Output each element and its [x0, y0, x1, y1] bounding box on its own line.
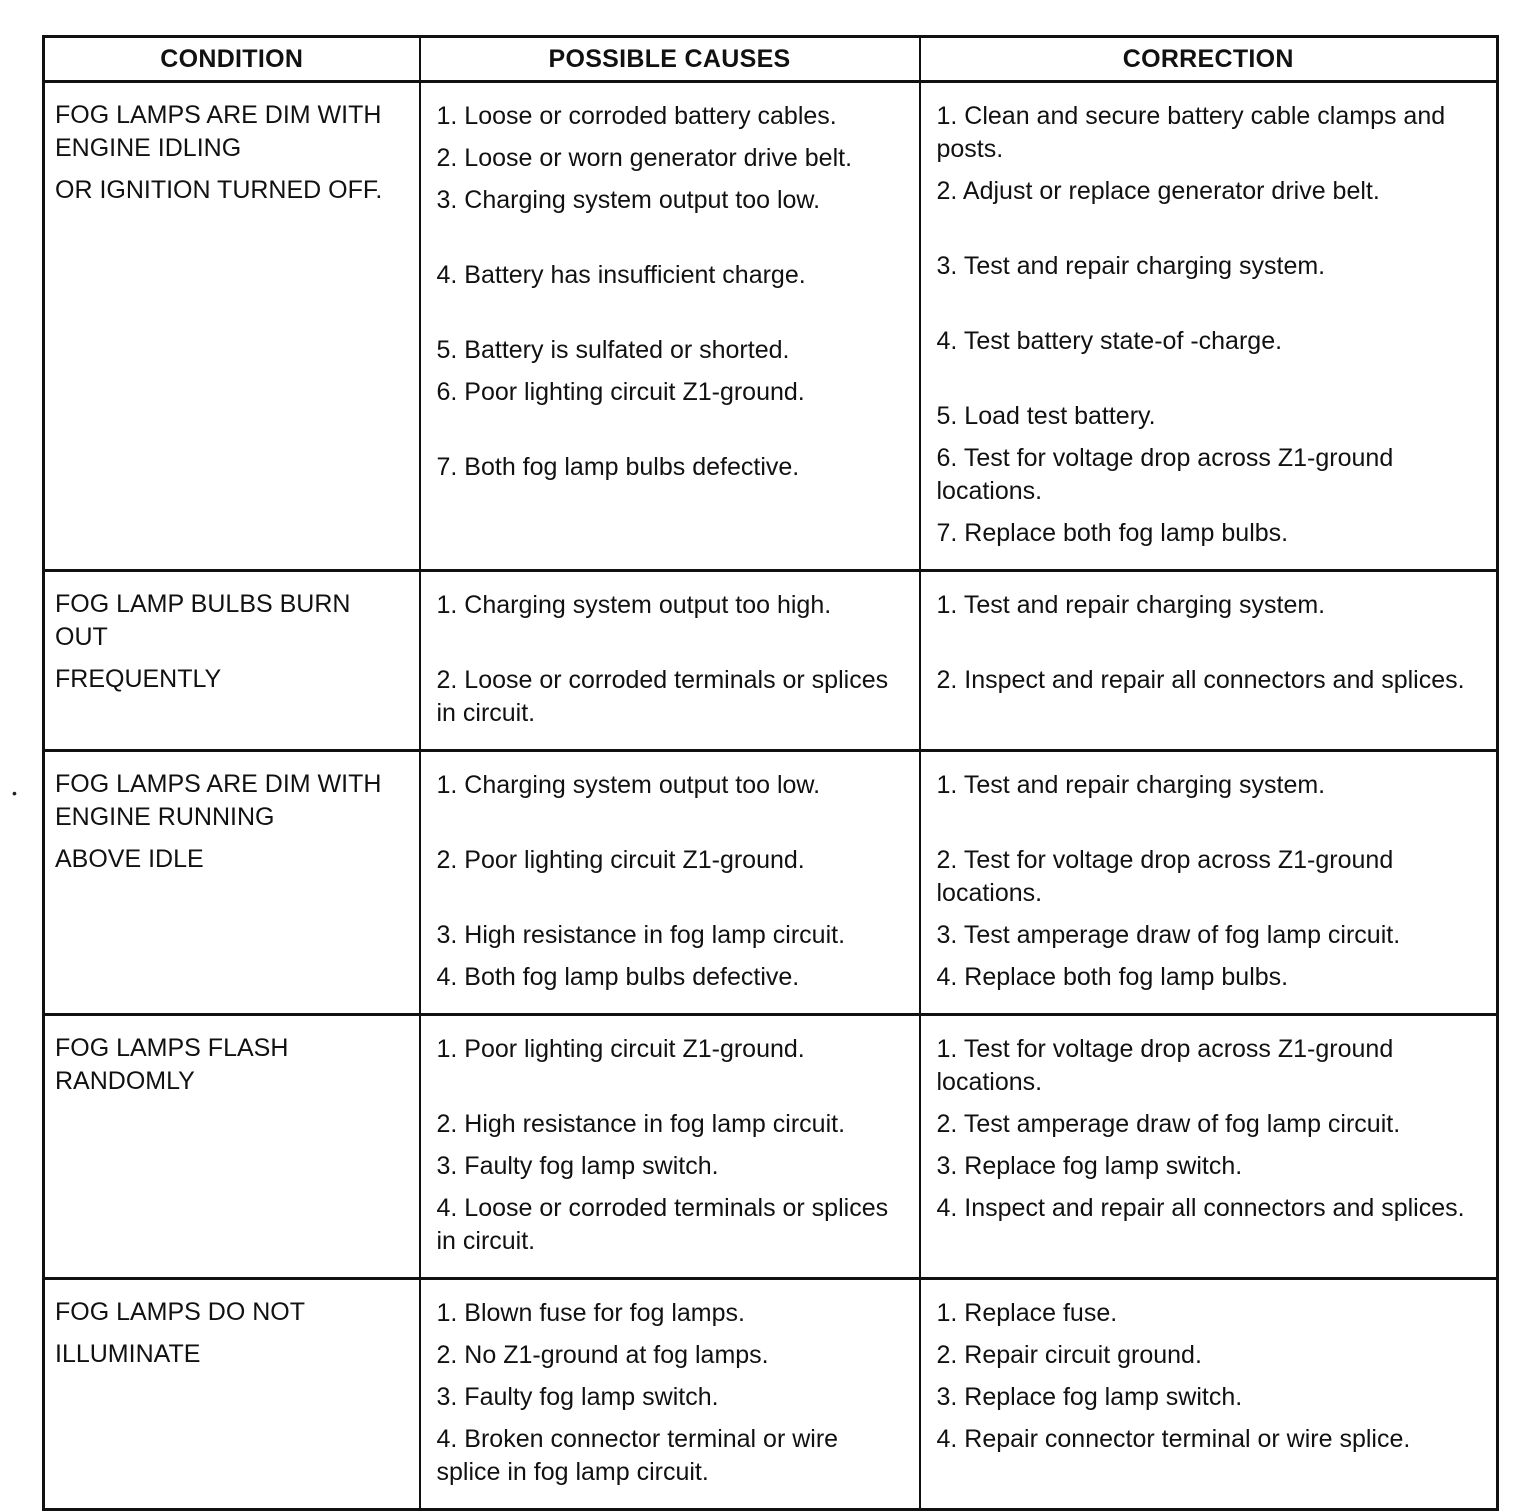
- correction-item: 4. Inspect and repair all connectors and splices.: [936, 1194, 1465, 1222]
- correction-item: 3. Replace fog lamp switch.: [936, 1152, 1243, 1180]
- table-row-flash-randomly: [44, 1015, 1498, 1279]
- condition-text: FOG LAMPS ARE DIM WITH ENGINE RUNNING: [55, 770, 382, 831]
- condition-text: FOG LAMP BULBS BURN OUT: [55, 590, 351, 651]
- cause-item: 2. No Z1-ground at fog lamps.: [436, 1341, 769, 1369]
- correction-item: 4. Test battery state-of -charge.: [936, 327, 1283, 355]
- cause-item: 1. Blown fuse for fog lamps.: [436, 1299, 745, 1327]
- header-condition: CONDITION: [44, 37, 420, 82]
- correction-cell: [920, 82, 1498, 571]
- cause-item: 2. Loose or worn generator drive belt.: [436, 144, 853, 172]
- cause-item: 4. Broken connector terminal or wire splice in fog lamp circuit.: [436, 1425, 839, 1486]
- cause-item: 2. Loose or corroded terminals or splices in circuit.: [436, 666, 889, 727]
- condition-cell: [44, 1015, 420, 1279]
- cause-item: 3. High resistance in fog lamp circuit.: [436, 921, 846, 949]
- cause-item: 1. Charging system output too high.: [436, 591, 832, 619]
- correction-item: 2. Repair circuit ground.: [936, 1341, 1202, 1369]
- cause-item: 1. Loose or corroded battery cables.: [436, 102, 837, 130]
- cause-item: 4. Battery has insufficient charge.: [436, 261, 806, 289]
- causes-cell: [420, 571, 920, 751]
- cause-item: 4. Loose or corroded terminals or splices in circuit.: [436, 1194, 889, 1255]
- cause-item: 3. Faulty fog lamp switch.: [436, 1383, 719, 1411]
- correction-item: 1. Test for voltage drop across Z1-ground locations.: [936, 1035, 1394, 1096]
- causes-cell: [420, 1015, 920, 1279]
- causes-cell: [420, 82, 920, 571]
- correction-item: 2. Inspect and repair all connectors and splices.: [936, 666, 1465, 694]
- table-row-burn-out: [44, 571, 1498, 751]
- condition-text: ILLUMINATE: [55, 1340, 201, 1368]
- condition-text: FREQUENTLY: [55, 665, 222, 693]
- condition-text: FOG LAMPS ARE DIM WITH ENGINE IDLING: [55, 101, 382, 162]
- correction-item: 3. Replace fog lamp switch.: [936, 1383, 1243, 1411]
- correction-item: 2. Adjust or replace generator drive belt.: [936, 177, 1380, 205]
- correction-item: 3. Test and repair charging system.: [936, 252, 1326, 280]
- header-possible-causes: POSSIBLE CAUSES: [420, 37, 920, 82]
- correction-item: 1. Replace fuse.: [936, 1299, 1118, 1327]
- correction-cell: [920, 1015, 1498, 1279]
- correction-item: 7. Replace both fog lamp bulbs.: [936, 519, 1289, 547]
- cause-item: 1. Charging system output too low.: [436, 771, 821, 799]
- condition-cell: [44, 82, 420, 571]
- correction-item: 2. Test amperage draw of fog lamp circuit.: [936, 1110, 1401, 1138]
- cause-item: 4. Both fog lamp bulbs defective.: [436, 963, 800, 991]
- causes-cell: [420, 1279, 920, 1510]
- header-correction: CORRECTION: [920, 37, 1498, 82]
- cause-item: 1. Poor lighting circuit Z1-ground.: [436, 1035, 805, 1063]
- cause-item: 6. Poor lighting circuit Z1-ground.: [436, 378, 805, 406]
- correction-cell: [920, 571, 1498, 751]
- cause-item: 3. Faulty fog lamp switch.: [436, 1152, 719, 1180]
- correction-item: 4. Repair connector terminal or wire splice.: [936, 1425, 1411, 1453]
- condition-cell: [44, 571, 420, 751]
- stray-scan-mark: •: [12, 785, 17, 801]
- diagnosis-table: [42, 35, 1499, 1511]
- cause-item: 3. Charging system output too low.: [436, 186, 821, 214]
- table-row-dim-idling: [44, 82, 1498, 571]
- correction-item: 2. Test for voltage drop across Z1-ground locations.: [936, 846, 1394, 907]
- correction-item: 1. Test and repair charging system.: [936, 591, 1326, 619]
- causes-cell: [420, 751, 920, 1015]
- correction-cell: [920, 1279, 1498, 1510]
- condition-cell: [44, 751, 420, 1015]
- correction-item: 5. Load test battery.: [936, 402, 1156, 430]
- header-row: [44, 37, 1498, 82]
- correction-item: 4. Replace both fog lamp bulbs.: [936, 963, 1289, 991]
- correction-item: 1. Clean and secure battery cable clamps and posts.: [936, 102, 1446, 163]
- condition-text: ABOVE IDLE: [55, 845, 204, 873]
- condition-text: OR IGNITION TURNED OFF.: [55, 176, 383, 204]
- cause-item: 2. High resistance in fog lamp circuit.: [436, 1110, 846, 1138]
- correction-item: 6. Test for voltage drop across Z1-ground locations.: [936, 444, 1394, 505]
- correction-item: 1. Test and repair charging system.: [936, 771, 1326, 799]
- table-row-do-not-illuminate: [44, 1279, 1498, 1510]
- correction-item: 3. Test amperage draw of fog lamp circuit.: [936, 921, 1401, 949]
- condition-text: FOG LAMPS FLASH RANDOMLY: [55, 1034, 289, 1095]
- cause-item: 5. Battery is sulfated or shorted.: [436, 336, 790, 364]
- table-row-dim-running: [44, 751, 1498, 1015]
- correction-cell: [920, 751, 1498, 1015]
- cause-item: 2. Poor lighting circuit Z1-ground.: [436, 846, 805, 874]
- cause-item: 7. Both fog lamp bulbs defective.: [436, 453, 800, 481]
- condition-text: FOG LAMPS DO NOT: [55, 1298, 306, 1326]
- condition-cell: [44, 1279, 420, 1510]
